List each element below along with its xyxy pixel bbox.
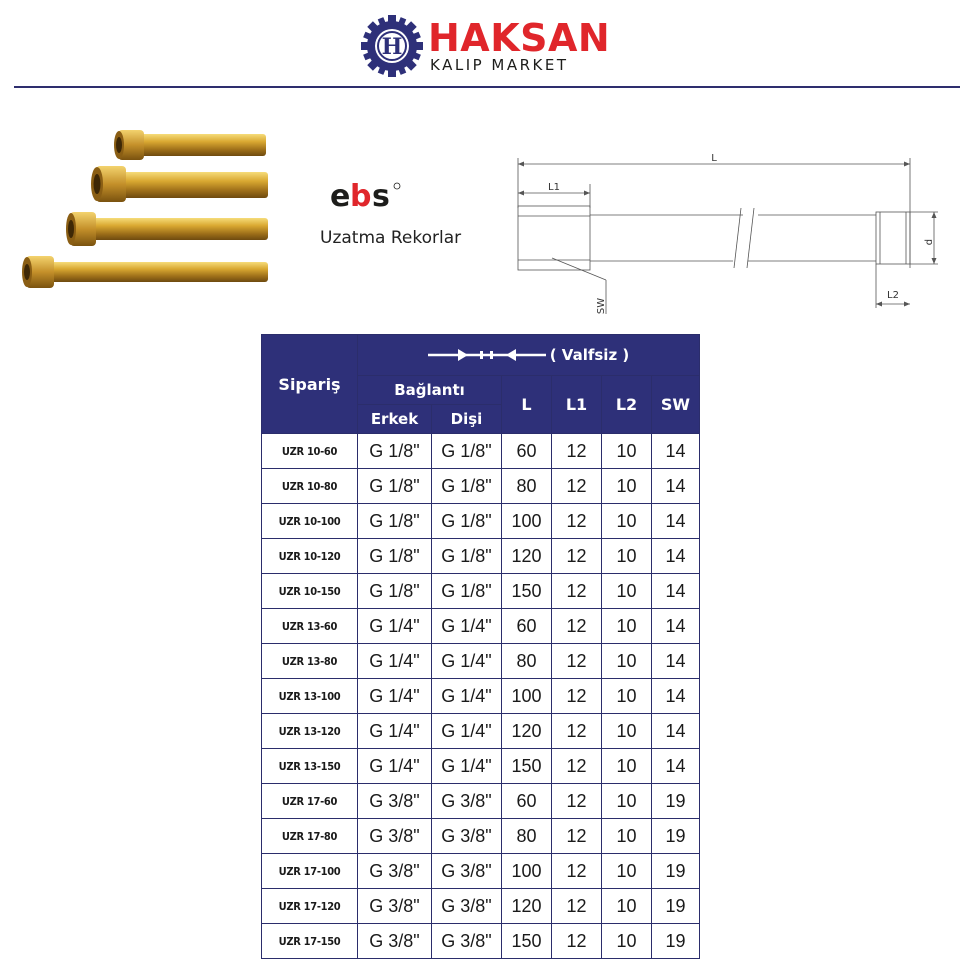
table-row <box>262 574 700 609</box>
cell-l2: 10 <box>602 784 652 819</box>
cell-l1: 12 <box>552 854 602 889</box>
cell-disi: G 1/8" <box>432 469 502 504</box>
table-row <box>262 644 700 679</box>
cell-l: 100 <box>502 854 552 889</box>
col-header-baglanti: Bağlantı <box>358 376 502 405</box>
brand-subtitle: KALIP MARKET <box>430 56 569 74</box>
dim-label-SW: SW <box>596 297 607 315</box>
cell-code: UZR 17-100 <box>262 854 358 889</box>
cell-l2: 10 <box>602 924 652 959</box>
svg-text:e: e <box>330 179 350 212</box>
cell-code: UZR 10-120 <box>262 539 358 574</box>
cell-l: 100 <box>502 504 552 539</box>
cell-l: 150 <box>502 574 552 609</box>
cell-erkek: G 1/4" <box>358 749 432 784</box>
table-row <box>262 749 700 784</box>
cell-sw: 14 <box>652 469 700 504</box>
col-header-L: L <box>502 376 552 434</box>
cell-erkek: G 1/8" <box>358 539 432 574</box>
cell-l1: 12 <box>552 539 602 574</box>
cell-l1: 12 <box>552 889 602 924</box>
cell-erkek: G 3/8" <box>358 889 432 924</box>
cell-erkek: G 3/8" <box>358 784 432 819</box>
table-row <box>262 784 700 819</box>
cell-l: 120 <box>502 539 552 574</box>
cell-sw: 14 <box>652 609 700 644</box>
cell-sw: 19 <box>652 784 700 819</box>
cell-disi: G 1/8" <box>432 574 502 609</box>
cell-l1: 12 <box>552 784 602 819</box>
cell-disi: G 3/8" <box>432 784 502 819</box>
cell-code: UZR 13-80 <box>262 644 358 679</box>
cell-erkek: G 1/4" <box>358 714 432 749</box>
cell-l2: 10 <box>602 574 652 609</box>
cell-disi: G 3/8" <box>432 924 502 959</box>
cell-disi: G 1/8" <box>432 434 502 469</box>
cell-l: 80 <box>502 644 552 679</box>
valfsiz-header <box>358 335 700 376</box>
table-row <box>262 679 700 714</box>
cell-l: 60 <box>502 434 552 469</box>
cell-l1: 12 <box>552 679 602 714</box>
table-row <box>262 924 700 959</box>
cell-sw: 19 <box>652 819 700 854</box>
cell-erkek: G 1/8" <box>358 574 432 609</box>
cell-erkek: G 3/8" <box>358 854 432 889</box>
valfsiz-label: ( Valfsiz ) <box>549 346 630 364</box>
cell-l1: 12 <box>552 714 602 749</box>
cell-sw: 14 <box>652 539 700 574</box>
table-row <box>262 889 700 924</box>
cell-sw: 14 <box>652 749 700 784</box>
cell-l2: 10 <box>602 644 652 679</box>
cell-code: UZR 10-150 <box>262 574 358 609</box>
cell-disi: G 1/4" <box>432 714 502 749</box>
svg-text:b: b <box>350 179 371 212</box>
cell-l1: 12 <box>552 924 602 959</box>
cell-l2: 10 <box>602 679 652 714</box>
cell-l2: 10 <box>602 434 652 469</box>
product-photo <box>18 122 278 294</box>
cell-disi: G 1/4" <box>432 609 502 644</box>
cell-l: 80 <box>502 819 552 854</box>
cell-l2: 10 <box>602 609 652 644</box>
haksan-logo <box>360 14 611 78</box>
cell-l1: 12 <box>552 819 602 854</box>
gear-logo-icon <box>360 14 424 78</box>
cell-code: UZR 13-150 <box>262 749 358 784</box>
cell-l: 100 <box>502 679 552 714</box>
cell-code: UZR 17-120 <box>262 889 358 924</box>
cell-code: UZR 10-80 <box>262 469 358 504</box>
table-row <box>262 819 700 854</box>
cell-l2: 10 <box>602 749 652 784</box>
table-row <box>262 714 700 749</box>
cell-sw: 14 <box>652 434 700 469</box>
cell-disi: G 3/8" <box>432 854 502 889</box>
svg-text:s: s <box>372 179 389 212</box>
cell-sw: 14 <box>652 714 700 749</box>
cell-disi: G 3/8" <box>432 889 502 924</box>
cell-code: UZR 10-100 <box>262 504 358 539</box>
cell-l2: 10 <box>602 889 652 924</box>
fitting-4 <box>22 256 268 288</box>
dim-label-L2: L2 <box>887 290 899 301</box>
cell-sw: 14 <box>652 574 700 609</box>
product-caption: Uzatma Rekorlar <box>320 228 462 248</box>
table-row <box>262 434 700 469</box>
cell-sw: 19 <box>652 924 700 959</box>
logo-letter: H <box>381 34 403 60</box>
brand-name: HAKSAN <box>428 16 611 60</box>
dim-label-L1: L1 <box>548 182 560 193</box>
cell-sw: 14 <box>652 679 700 714</box>
cell-l: 60 <box>502 784 552 819</box>
col-header-erkek: Erkek <box>358 405 432 434</box>
cell-erkek: G 1/4" <box>358 644 432 679</box>
cell-l2: 10 <box>602 854 652 889</box>
cell-disi: G 1/4" <box>432 679 502 714</box>
cell-l1: 12 <box>552 434 602 469</box>
ebs-logo <box>330 178 410 212</box>
cell-l1: 12 <box>552 469 602 504</box>
coupling-symbol-icon <box>428 348 546 362</box>
fitting-2 <box>91 166 268 202</box>
col-header-L2: L2 <box>602 376 652 434</box>
fitting-1 <box>114 130 266 160</box>
dim-label-L: L <box>711 153 717 164</box>
cell-code: UZR 17-60 <box>262 784 358 819</box>
cell-erkek: G 1/8" <box>358 504 432 539</box>
cell-l: 120 <box>502 714 552 749</box>
cell-code: UZR 17-150 <box>262 924 358 959</box>
table-row <box>262 854 700 889</box>
cell-l2: 10 <box>602 819 652 854</box>
cell-l1: 12 <box>552 749 602 784</box>
cell-disi: G 1/8" <box>432 504 502 539</box>
cell-l2: 10 <box>602 504 652 539</box>
cell-l1: 12 <box>552 644 602 679</box>
table-row <box>262 504 700 539</box>
cell-sw: 14 <box>652 504 700 539</box>
cell-erkek: G 1/4" <box>358 679 432 714</box>
cell-l: 150 <box>502 924 552 959</box>
cell-disi: G 3/8" <box>432 819 502 854</box>
cell-erkek: G 3/8" <box>358 924 432 959</box>
cell-l: 150 <box>502 749 552 784</box>
col-header-siparis: Sipariş <box>262 335 358 434</box>
cell-code: UZR 13-100 <box>262 679 358 714</box>
cell-code: UZR 17-80 <box>262 819 358 854</box>
cell-erkek: G 1/8" <box>358 434 432 469</box>
cell-l1: 12 <box>552 609 602 644</box>
cell-sw: 14 <box>652 644 700 679</box>
cell-l2: 10 <box>602 539 652 574</box>
header-divider <box>14 86 960 88</box>
col-header-disi: Dişi <box>432 405 502 434</box>
col-header-L1: L1 <box>552 376 602 434</box>
cell-erkek: G 3/8" <box>358 819 432 854</box>
cell-l: 80 <box>502 469 552 504</box>
cell-code: UZR 10-60 <box>262 434 358 469</box>
col-header-SW: SW <box>652 376 700 434</box>
cell-l: 120 <box>502 889 552 924</box>
spec-table <box>261 334 700 959</box>
cell-sw: 19 <box>652 889 700 924</box>
cell-code: UZR 13-120 <box>262 714 358 749</box>
cell-code: UZR 13-60 <box>262 609 358 644</box>
table-row <box>262 609 700 644</box>
cell-erkek: G 1/8" <box>358 469 432 504</box>
table-row <box>262 539 700 574</box>
cell-erkek: G 1/4" <box>358 609 432 644</box>
cell-l2: 10 <box>602 469 652 504</box>
cell-l1: 12 <box>552 574 602 609</box>
cell-disi: G 1/8" <box>432 539 502 574</box>
table-row <box>262 469 700 504</box>
fitting-3 <box>66 212 268 246</box>
cell-sw: 19 <box>652 854 700 889</box>
cell-l1: 12 <box>552 504 602 539</box>
cell-l: 60 <box>502 609 552 644</box>
cell-disi: G 1/4" <box>432 749 502 784</box>
dim-label-d: d <box>924 238 935 246</box>
technical-drawing <box>508 148 948 316</box>
cell-l2: 10 <box>602 714 652 749</box>
cell-disi: G 1/4" <box>432 644 502 679</box>
